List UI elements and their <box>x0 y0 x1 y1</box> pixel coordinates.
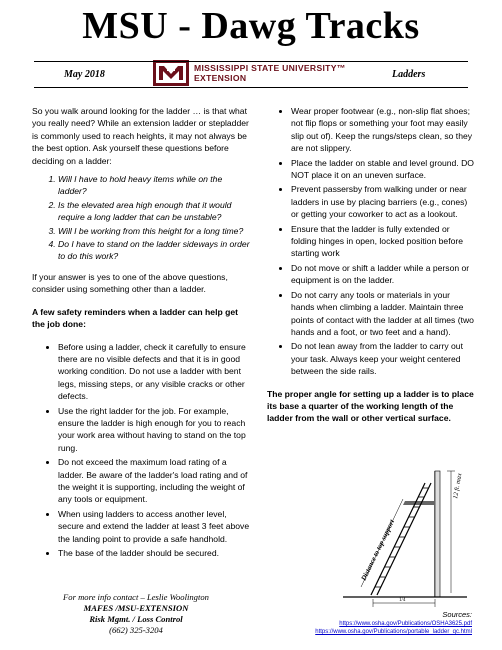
contact-name: For more info contact – Leslie Woolington <box>63 592 209 602</box>
question-item: 1. Will I have to hold heavy items while on the ladder? <box>58 173 250 198</box>
sources-label: Sources: <box>442 610 472 619</box>
contact-dept: Risk Mgmt. / Loss Control <box>89 614 183 624</box>
question-item: 4. Do I have to stand on the ladder sideways in order to do this work? <box>58 238 250 263</box>
source-link[interactable]: https://www.osha.gov/Publications/OSHA3625.pdf <box>339 621 472 627</box>
safety-item: • Wear proper footwear (e.g., non-slip flat shoes; not flip flops or something your foot may easily slip out of). Keep the rungs/steps clean, so they are not slippery. <box>291 105 475 155</box>
safety-item: • Do not lean away from the ladder to carry out your task. Always keep your weight centered between the side rails. <box>291 340 475 377</box>
logo-university-name: MISSISSIPPI STATE UNIVERSITY™ <box>194 63 346 73</box>
questions-list <box>32 173 250 263</box>
left-column <box>32 105 250 561</box>
sources-block <box>315 610 472 636</box>
source-link[interactable]: https://www.osha.gov/Publications/portable_ladder_qc.html <box>315 629 472 635</box>
header-top-rule <box>34 61 468 62</box>
reminders-list <box>32 341 250 560</box>
msu-m-logo-icon <box>153 60 189 86</box>
safety-item: • Place the ladder on stable and level ground. DO NOT place it on an uneven surface. <box>291 157 475 182</box>
reminder-item: • The base of the ladder should be secured. <box>58 547 250 559</box>
ladder-angle-diagram <box>343 469 467 607</box>
safety-item: • Prevent passersby from walking under or near ladders in use by placing barriers (e.g., cones) or getting your coworker to act as a lookout. <box>291 183 475 220</box>
safety-item: • Do not carry any tools or materials in your hands when climbing a ladder. Maintain three points of contact with the ladder at all times (two hands and a foot, or two feet and a hand). <box>291 289 475 339</box>
right-column <box>267 105 475 431</box>
newsletter-title: MSU - Dawg Tracks <box>82 5 420 47</box>
issue-topic: Ladders <box>392 69 426 80</box>
reminder-item: • When using ladders to access another level, secure and extend the ladder at least 3 feet above the landing point to provide a safe handhold. <box>58 508 250 545</box>
msu-extension-logo <box>153 60 346 86</box>
after-questions-paragraph: If your answer is yes to one of the above questions, consider using something other than a ladder. <box>32 271 228 295</box>
question-item: 2. Is the elevated area high enough that it would require a long ladder that can be unstable? <box>58 199 250 224</box>
contact-org: MAFES /MSU-EXTENSION <box>83 603 189 613</box>
issue-date: May 2018 <box>64 69 105 80</box>
safety-list <box>267 105 475 378</box>
header-bottom-rule <box>34 87 468 88</box>
reminder-item: • Use the right ladder for the job. For example, ensure the ladder is high enough for you to reach your work area without having to stand on the top rung. <box>58 405 250 455</box>
logo-extension: EXTENSION <box>194 73 247 83</box>
contact-footer <box>46 592 226 636</box>
reminders-heading: A few safety reminders when a ladder can help get the job done: <box>32 306 238 330</box>
ladder-angle-paragraph: The proper angle for setting up a ladder is to place its base a quarter of the working length of the ladder from the wall or other vertical surface. <box>267 388 474 424</box>
safety-item: • Ensure that the ladder is fully extended or folding hinges in open, locked position before starting work <box>291 223 475 260</box>
contact-phone: (662) 325-3204 <box>109 625 163 635</box>
diagram-distance-label: Distance to top support <box>359 518 397 582</box>
question-item: 3. Will I be working from this height for a long time? <box>58 225 250 237</box>
safety-item: • Do not move or shift a ladder while a person or equipment is on the ladder. <box>291 262 475 287</box>
diagram-height-label: 12 ft. max <box>452 472 464 500</box>
reminder-item: • Do not exceed the maximum load rating of a ladder. Be aware of the ladder's load rating and of the weight it is supporting, including the weight of any tools or equipment. <box>58 456 250 506</box>
diagram-base-label: 1/4 <box>399 598 406 603</box>
reminder-item: • Before using a ladder, check it carefully to ensure there are no visible defects and that it is in good working condition. Do not use a ladder with bent legs, missing steps, or any visible cracks or other defects. <box>58 341 250 403</box>
intro-paragraph: So you walk around looking for the ladder … is that what you really need? While an extension ladder or stepladder is commonly used to reach heights, it may not always be the best option. Ask yourself these questions before deciding on a ladder: <box>32 106 249 166</box>
